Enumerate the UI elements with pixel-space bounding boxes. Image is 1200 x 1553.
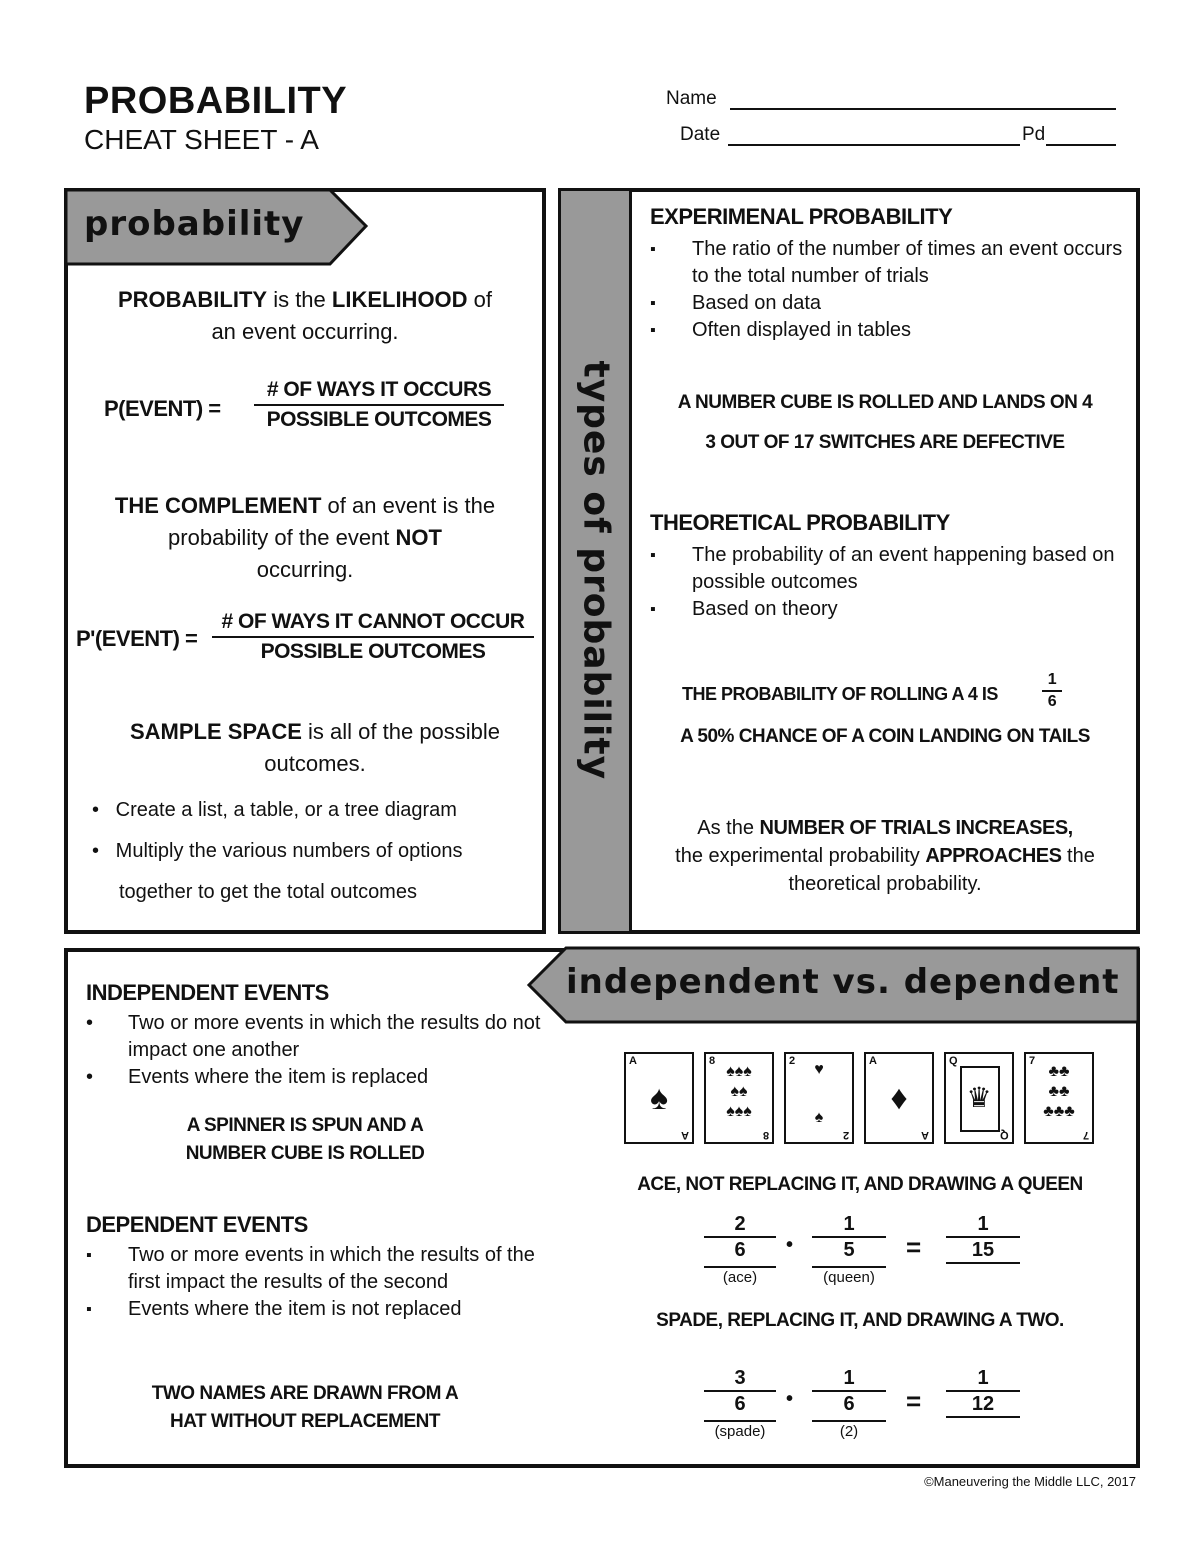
card-rank-inverted: A bbox=[681, 1129, 689, 1141]
card-rank: A bbox=[869, 1055, 877, 1067]
equals-sign: = bbox=[906, 1386, 922, 1416]
playing-card bbox=[1024, 1052, 1094, 1144]
ss-line2: outcomes. bbox=[264, 751, 366, 776]
fraction-numerator: 1 bbox=[977, 1213, 989, 1235]
list-item: ▪ Two or more events in which the results of the first impact the results of the second bbox=[86, 1242, 550, 1296]
bullet-text: Multiply the various numbers of options bbox=[115, 840, 463, 862]
complement-definition bbox=[70, 490, 540, 586]
pd-field[interactable] bbox=[1046, 144, 1116, 146]
list-item bbox=[92, 872, 542, 913]
formula2-fraction bbox=[212, 608, 534, 666]
page-title: PROBABILITY bbox=[84, 80, 348, 122]
law-term: APPROACHES bbox=[925, 845, 1062, 867]
comp-line2: probability of the event bbox=[168, 525, 396, 550]
probability-definition bbox=[70, 284, 540, 348]
card-rank-inverted: 7 bbox=[1082, 1129, 1089, 1141]
list-item: • Two or more events in which the results do not impact one another bbox=[86, 1010, 550, 1064]
list-item: ▪ The probability of an event happening based on possible outcomes bbox=[650, 542, 1130, 596]
comp-line3: occurring. bbox=[256, 557, 354, 582]
fraction-unit: (ace) bbox=[704, 1266, 776, 1288]
formula2-denominator: POSSIBLE OUTCOMES bbox=[260, 640, 486, 663]
bullet-text: Create a list, a table, or a tree diagram bbox=[115, 799, 457, 821]
law-text: the experimental probability bbox=[675, 845, 926, 867]
theoretical-heading: THEORETICAL PROBABILITY bbox=[650, 510, 950, 535]
pd-label: Pd bbox=[1022, 124, 1046, 145]
independent-example bbox=[70, 1112, 540, 1168]
example-line: A SPINNER IS SPUN AND A bbox=[186, 1115, 424, 1136]
term-not: NOT bbox=[395, 525, 442, 550]
name-field[interactable] bbox=[730, 108, 1116, 110]
page-subtitle: CHEAT SHEET - A bbox=[84, 124, 319, 155]
dependent-heading: DEPENDENT EVENTS bbox=[86, 1212, 308, 1237]
fraction-unit: (queen) bbox=[812, 1266, 886, 1288]
fraction-numerator: 1 bbox=[843, 1367, 855, 1389]
example-2-result bbox=[946, 1366, 1020, 1418]
law-term: NUMBER OF TRIALS INCREASES, bbox=[759, 817, 1073, 839]
playing-card bbox=[944, 1052, 1014, 1144]
theoretical-bullets bbox=[650, 542, 1130, 623]
list-item: ▪ Often displayed in tables bbox=[650, 317, 1130, 344]
playing-card bbox=[624, 1052, 694, 1144]
bullet-text: together to get the total outcomes bbox=[119, 881, 417, 903]
times-sign: • bbox=[786, 1234, 794, 1256]
ss-text: is all of the possible bbox=[301, 719, 501, 744]
fraction-numerator: 1 bbox=[1042, 670, 1062, 692]
formula1-fraction bbox=[254, 376, 504, 434]
example-1-fraction-queen bbox=[812, 1212, 886, 1288]
theoretical-example-2: A 50% CHANCE OF A COIN LANDING ON TAILS bbox=[680, 726, 1090, 747]
types-vertical-tab-label: types of probability bbox=[575, 360, 617, 781]
card-rank: 8 bbox=[709, 1055, 716, 1067]
card-pips: ♛ bbox=[966, 1082, 992, 1113]
term-probability: PROBABILITY bbox=[117, 287, 268, 312]
times-sign: • bbox=[786, 1388, 794, 1410]
fraction-denominator: 6 bbox=[704, 1236, 776, 1262]
law-text: theoretical probability. bbox=[788, 873, 982, 895]
def-line2: an event occurring. bbox=[211, 319, 399, 344]
card-rank-inverted: 2 bbox=[842, 1129, 849, 1141]
fraction-numerator: 1 bbox=[977, 1367, 989, 1389]
dependent-bullets bbox=[86, 1242, 550, 1323]
copyright-footer: ©Maneuvering the Middle LLC, 2017 bbox=[924, 1474, 1136, 1489]
list-item: ▪ Events where the item is not replaced bbox=[86, 1296, 550, 1323]
fraction-denominator: 6 bbox=[812, 1390, 886, 1416]
date-label: Date bbox=[680, 124, 721, 145]
playing-card bbox=[864, 1052, 934, 1144]
events-tab-label: independent vs. dependent bbox=[566, 962, 1120, 1002]
example-1-label: ACE, NOT REPLACING IT, AND DRAWING A QUEEN bbox=[637, 1174, 1083, 1195]
fraction-numerator: 1 bbox=[843, 1213, 855, 1235]
formula1-numerator: # OF WAYS IT OCCURS bbox=[254, 376, 504, 406]
fraction-numerator: 3 bbox=[734, 1367, 746, 1389]
example-2-fraction-two bbox=[812, 1366, 886, 1442]
sample-space-bullets bbox=[92, 790, 542, 913]
fraction-unit: (spade) bbox=[704, 1420, 776, 1442]
example-1-result bbox=[946, 1212, 1020, 1264]
formula2-lhs: P'(EVENT) = bbox=[76, 626, 198, 651]
law-text: the bbox=[1061, 845, 1095, 867]
def-text-end: of bbox=[467, 287, 493, 312]
probability-tab-label: probability bbox=[84, 204, 305, 244]
card-rank-inverted: 8 bbox=[762, 1129, 769, 1141]
date-field[interactable] bbox=[728, 144, 1020, 146]
example-2-fraction-spade bbox=[704, 1366, 776, 1442]
card-pips: ♥ ♠ bbox=[814, 1061, 824, 1126]
fraction-denominator: 5 bbox=[812, 1236, 886, 1262]
playing-card bbox=[704, 1052, 774, 1144]
law-of-large-numbers bbox=[636, 814, 1134, 898]
card-pips: ♣♣ ♣♣ ♣♣♣ bbox=[1043, 1063, 1075, 1120]
example-2-label: SPADE, REPLACING IT, AND DRAWING A TWO. bbox=[656, 1310, 1064, 1331]
comp-text: of an event is the bbox=[321, 493, 496, 518]
dependent-example bbox=[70, 1380, 540, 1436]
name-label: Name bbox=[666, 88, 717, 109]
sample-space-definition bbox=[70, 716, 560, 780]
experimental-example-1: A NUMBER CUBE IS ROLLED AND LANDS ON 4 bbox=[677, 392, 1093, 413]
equals-sign: = bbox=[906, 1232, 922, 1262]
example-1-fraction-ace bbox=[704, 1212, 776, 1288]
experimental-heading: EXPERIMENAL PROBABILITY bbox=[650, 204, 953, 229]
list-item: • Create a list, a table, or a tree diagram bbox=[92, 799, 457, 821]
playing-card bbox=[784, 1052, 854, 1144]
example-line: TWO NAMES ARE DRAWN FROM A bbox=[151, 1383, 459, 1404]
card-rank: A bbox=[629, 1055, 637, 1067]
card-pips: ♠♠♠ ♠♠ ♠♠♠ bbox=[726, 1063, 752, 1120]
list-item: • Events where the item is replaced bbox=[86, 1064, 550, 1091]
fraction-denominator: 15 bbox=[946, 1236, 1020, 1264]
fraction-numerator: 2 bbox=[734, 1213, 746, 1235]
experimental-bullets bbox=[650, 236, 1130, 344]
theoretical-example-fraction bbox=[1042, 670, 1062, 712]
independent-bullets bbox=[86, 1010, 550, 1091]
card-rank-inverted: A bbox=[921, 1129, 929, 1141]
list-item: • Multiply the various numbers of options bbox=[92, 840, 463, 862]
card-pips: ♠ bbox=[649, 1079, 669, 1117]
list-item: ▪ Based on data bbox=[650, 290, 1130, 317]
term-complement: THE COMPLEMENT bbox=[114, 493, 322, 518]
term-likelihood: LIKELIHOOD bbox=[331, 287, 468, 312]
list-item: ▪ The ratio of the number of times an event occurs to the total number of trials bbox=[650, 236, 1130, 290]
formula2-numerator: # OF WAYS IT CANNOT OCCUR bbox=[212, 608, 534, 638]
example-line: NUMBER CUBE IS ROLLED bbox=[185, 1143, 425, 1164]
fraction-unit: (2) bbox=[812, 1420, 886, 1442]
fraction-denominator: 6 bbox=[1047, 693, 1057, 710]
example-line: HAT WITHOUT REPLACEMENT bbox=[170, 1411, 440, 1432]
card-rank: 2 bbox=[789, 1055, 796, 1067]
def-text: is the bbox=[267, 287, 332, 312]
formula1-lhs: P(EVENT) = bbox=[104, 396, 221, 421]
term-sample-space: SAMPLE SPACE bbox=[129, 719, 302, 744]
card-rank: 7 bbox=[1029, 1055, 1036, 1067]
card-rank: Q bbox=[949, 1055, 958, 1067]
fraction-denominator: 6 bbox=[704, 1390, 776, 1416]
experimental-example-2: 3 OUT OF 17 SWITCHES ARE DEFECTIVE bbox=[705, 432, 1065, 453]
theoretical-example-1: THE PROBABILITY OF ROLLING A 4 IS bbox=[682, 684, 998, 704]
law-text: As the bbox=[697, 817, 760, 839]
fraction-denominator: 12 bbox=[946, 1390, 1020, 1418]
independent-heading: INDEPENDENT EVENTS bbox=[86, 980, 329, 1005]
list-item: ▪ Based on theory bbox=[650, 596, 1130, 623]
card-pips: ♦ bbox=[890, 1079, 908, 1117]
formula1-denominator: POSSIBLE OUTCOMES bbox=[266, 408, 492, 431]
card-rank-inverted: Q bbox=[1000, 1129, 1009, 1141]
